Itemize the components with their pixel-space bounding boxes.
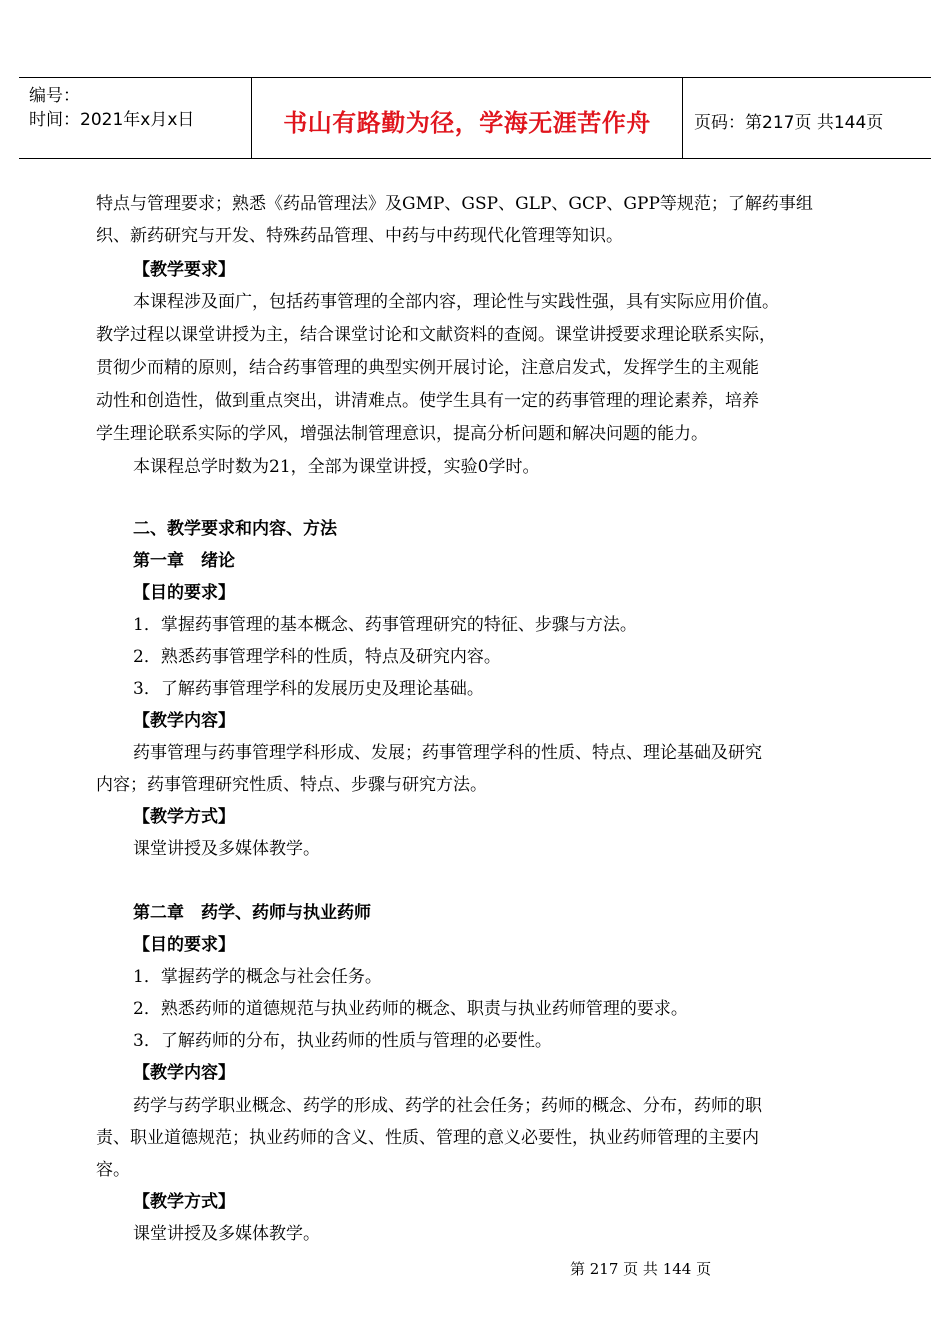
body-line: 责、职业道德规范；执业药师的含义、性质、管理的意义必要性，执业药师管理的主要内: [96, 1128, 759, 1148]
body-line: 动性和创造性，做到重点突出，讲清难点。使学生具有一定的药事管理的理论素养，培养: [96, 391, 759, 411]
body-line: 学生理论联系实际的学风，增强法制管理意识，提高分析问题和解决问题的能力。: [96, 424, 708, 444]
body-line: 课堂讲授及多媒体教学。: [133, 839, 320, 859]
chapter-title: 第二章 药学、药师与执业药师: [133, 903, 371, 923]
list-item: 2．熟悉药事管理学科的性质，特点及研究内容。: [133, 647, 501, 667]
list-item: 3．了解药事管理学科的发展历史及理论基础。: [133, 679, 484, 699]
header-page-cell: [684, 78, 931, 158]
body-line: 药学与药学职业概念、药学的形成、药学的社会任务；药师的概念、分布，药师的职: [133, 1096, 762, 1116]
chapter-title: 第一章 绪论: [133, 551, 235, 571]
doc-number-label: 编号：: [29, 86, 80, 106]
header-motto: 书山有路勤为径，学海无涯苦作舟: [283, 108, 651, 137]
body-line: 本课程涉及面广，包括药事管理的全部内容，理论性与实践性强，具有实际应用价值。: [133, 292, 779, 312]
document-header: [19, 77, 931, 159]
body-line: 教学过程以课堂讲授为主，结合课堂讨论和文献资料的查阅。课堂讲授要求理论联系实际，: [96, 325, 776, 345]
doc-time-label: 时间：2021年x月x日: [29, 110, 195, 130]
list-item: 1．掌握药学的概念与社会任务。: [133, 967, 382, 987]
body-line: 容。: [96, 1160, 130, 1180]
section-title: 二、教学要求和内容、方法: [133, 519, 337, 539]
header-divider: [682, 78, 683, 158]
body-line: 贯彻少而精的原则，结合药事管理的典型实例开展讨论，注意启发式，发挥学生的主观能: [96, 358, 759, 378]
header-meta: [19, 78, 251, 158]
header-page-label: 页码：第217页 共144页: [694, 112, 884, 133]
header-motto-cell: [252, 78, 682, 158]
body-line: 内容；药事管理研究性质、特点、步骤与研究方法。: [96, 775, 487, 795]
list-item: 1．掌握药事管理的基本概念、药事管理研究的特征、步骤与方法。: [133, 615, 637, 635]
footer-page-number: 第 217 页 共 144 页: [570, 1260, 712, 1278]
list-item: 2．熟悉药师的道德规范与执业药师的概念、职责与执业药师管理的要求。: [133, 999, 688, 1019]
section-heading: 【教学方式】: [133, 807, 235, 827]
section-heading: 【教学要求】: [133, 260, 235, 280]
body-line: 特点与管理要求；熟悉《药品管理法》及GMP、GSP、GLP、GCP、GPP等规范；了解药事组: [96, 194, 813, 214]
list-item: 3．了解药师的分布，执业药师的性质与管理的必要性。: [133, 1031, 552, 1051]
section-heading: 【教学方式】: [133, 1192, 235, 1212]
section-heading: 【目的要求】: [133, 935, 235, 955]
section-heading: 【教学内容】: [133, 1063, 235, 1083]
body-line: 药事管理与药事管理学科形成、发展；药事管理学科的性质、特点、理论基础及研究: [133, 743, 762, 763]
body-line: 织、新药研究与开发、特殊药品管理、中药与中药现代化管理等知识。: [96, 226, 623, 246]
section-heading: 【目的要求】: [133, 583, 235, 603]
section-heading: 【教学内容】: [133, 711, 235, 731]
body-line: 本课程总学时数为21，全部为课堂讲授，实验0学时。: [133, 457, 540, 477]
body-line: 课堂讲授及多媒体教学。: [133, 1224, 320, 1244]
